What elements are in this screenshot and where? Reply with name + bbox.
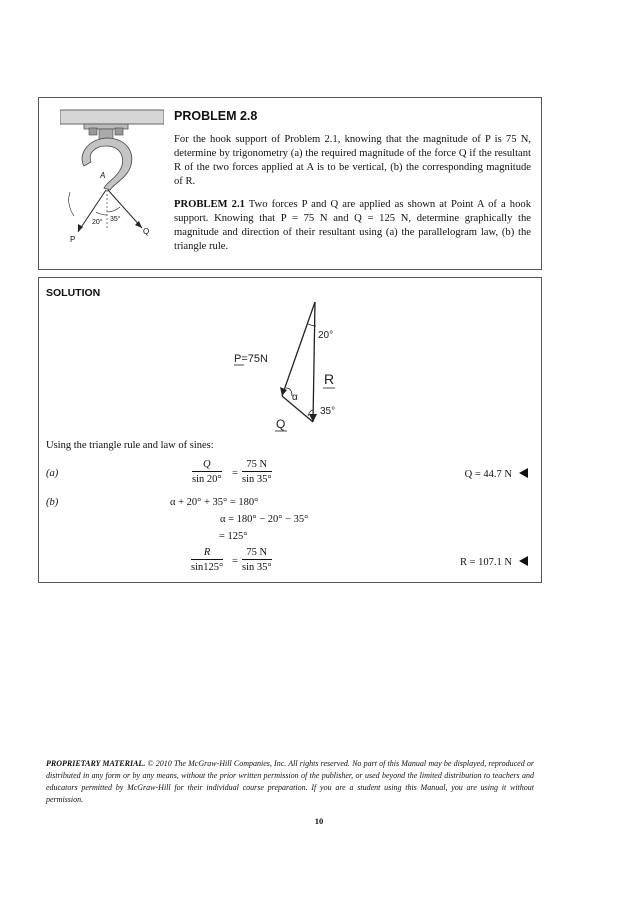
force-p-label: P [70,235,76,244]
sketch-p-label: P=75N [234,353,268,365]
force-q-label: Q [143,227,150,236]
part-a-lhs-denominator: sin 20° [192,474,222,485]
sketch-arrowhead-p [280,387,287,396]
part-b-lhs-denominator: sin125° [191,562,224,573]
part-b-answer [460,556,528,568]
part-b-equals: = [232,556,238,567]
sketch-vector-r [313,302,315,422]
sketch-vector-p [282,302,315,396]
part-b-line-2: α = 180° − 20° − 35° [220,514,309,525]
part-a-answer [465,468,528,480]
part-a-rhs-fraction [242,459,272,485]
copyright-footer [46,758,534,806]
force-triangle-sketch [220,296,380,436]
sketch-r-label: R [324,371,335,387]
sketch-angle-bottom: 35° [320,406,336,417]
point-a-label: A [100,171,106,180]
part-b-answer-text: R = 107.1 N [459,557,512,568]
part-a-rhs-denominator: sin 35° [242,474,272,485]
solution-title: SOLUTION [46,287,101,299]
problem-title: PROBLEM 2.8 [174,109,258,123]
solution-intro: Using the triangle rule and law of sines: [46,440,214,451]
angle-q-label: 35° [110,216,121,223]
reference-problem [174,198,531,254]
part-a-lhs-numerator: Q [192,459,222,472]
problem-statement: For the hook support of Problem 2.1, knowing that the magnitude of P is 75 N, determine by trigonometry (a) the required magnitude of the force Q if the resultant R of the two forces applied at A is to be vertical, (b) the corresponding magnitude of R. [174,134,531,187]
hook-figure [60,108,164,248]
bolt-right [115,128,123,135]
part-b-rhs-fraction [242,547,272,573]
footer-text: © 2010 The McGraw-Hill Companies, Inc. All rights reserved. No part of this Manual may be displayed, reproduced or distributed in any form or by any means, without the prior written permission of the publisher, or used beyond the limited distribution to teachers and educators permitted by McGraw-Hill for their individual course preparation. If you are a student using this Manual, you are using it without permission. [46,759,534,804]
rotation-arrow [69,192,74,216]
answer-marker-icon [519,468,528,478]
part-a-lhs-fraction [192,459,222,485]
part-b-lhs-numerator: R [191,547,223,560]
hook-shank [99,129,113,139]
footer-proprietary-label: PROPRIETARY MATERIAL. [46,759,146,768]
angle-arc-q [107,207,120,212]
bolt-left [89,128,97,135]
part-b-line-3: = 125° [219,531,248,542]
angle-p-label: 20° [92,219,103,226]
sketch-q-label: Q [276,417,286,431]
sketch-alpha-label: α [292,392,298,403]
part-b-lhs-fraction [191,547,223,573]
part-a-label: (a) [46,468,59,479]
part-a-equals: = [232,468,238,479]
sketch-angle-top: 20° [318,330,334,341]
sketch-arrowhead-r [309,414,317,422]
part-b-rhs-denominator: sin 35° [242,562,272,573]
part-b-line-1: α + 20° + 35° = 180° [170,497,259,508]
page-number: 10 [314,816,324,826]
reference-problem-text: Two forces P and Q are applied as shown at Point A of a hook support. Knowing that P = 75 N and Q = 125 N, determine graphically the magnitude and direction of their resultant using (a) the parallelogram law, (b) the triangle rule. [174,199,531,252]
part-b-rhs-numerator: 75 N [242,547,272,560]
reference-problem-label: PROBLEM 2.1 [174,199,245,210]
ceiling-beam [60,110,164,124]
part-b-label: (b) [46,497,59,508]
angle-arc-p [96,212,107,215]
hook-body [82,138,132,190]
answer-marker-icon [519,556,528,566]
part-a-rhs-numerator: 75 N [242,459,272,472]
part-a-answer-text: Q = 44.7 N [464,469,512,480]
